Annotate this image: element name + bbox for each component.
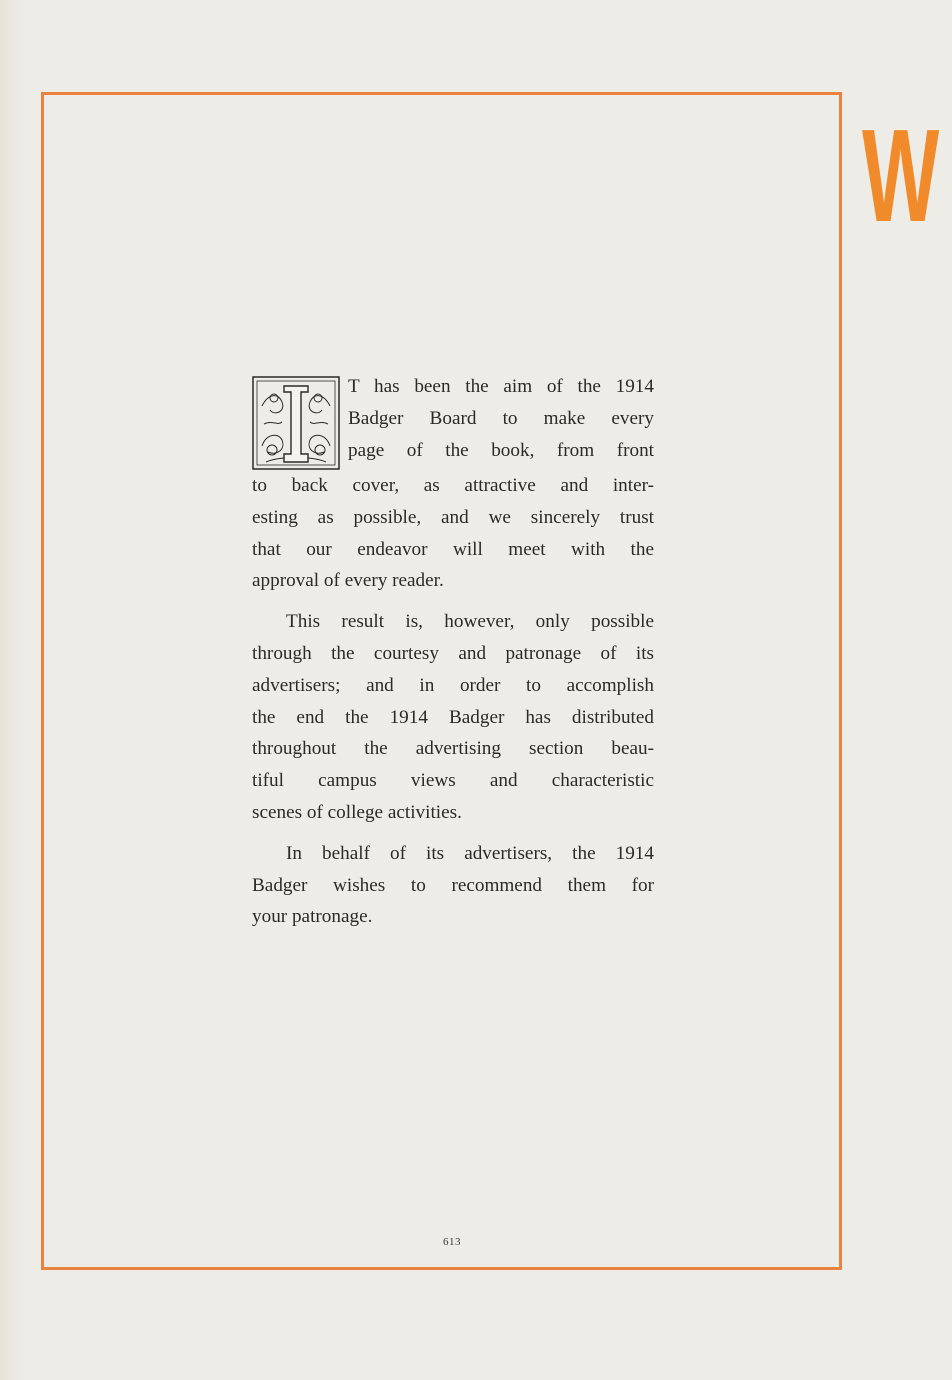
- page-edge-shadow: [0, 0, 24, 1380]
- text-line: your patronage.: [252, 906, 373, 928]
- text-line: tiful campus views and characteristic: [252, 770, 654, 792]
- paragraph-2: [252, 606, 654, 829]
- body-text: [252, 371, 654, 933]
- text-line: throughout the advertising section beau-: [252, 738, 654, 760]
- paragraph-3: [252, 838, 654, 933]
- text-line: esting as possible, and we sincerely trust: [252, 506, 654, 528]
- ornamental-drop-cap-icon: [252, 376, 340, 470]
- text-line: that our endeavor will meet with the: [252, 538, 654, 560]
- text-line: This result is, however, only possible: [286, 611, 654, 633]
- text-line: In behalf of its advertisers, the 1914: [286, 842, 654, 864]
- text-line: advertisers; and in order to accomplish: [252, 674, 654, 696]
- text-line: T has been the aim of the 1914: [348, 376, 654, 397]
- text-line: approval of every reader.: [252, 570, 444, 592]
- text-line: page of the book, from front: [348, 439, 654, 461]
- text-line: scenes of college activities.: [252, 801, 462, 823]
- drop-cap-letter: I: [252, 376, 253, 377]
- text-line: Badger wishes to recommend them for: [252, 874, 654, 896]
- paragraph-1: [252, 371, 654, 597]
- text-line: through the courtesy and patronage of its: [252, 642, 654, 664]
- text-line: to back cover, as attractive and inter-: [252, 475, 654, 496]
- section-tab-letter: W: [862, 102, 939, 249]
- page-number: 613: [443, 1236, 461, 1248]
- text-line: the end the 1914 Badger has distributed: [252, 706, 654, 728]
- text-line: Badger Board to make every: [348, 407, 654, 429]
